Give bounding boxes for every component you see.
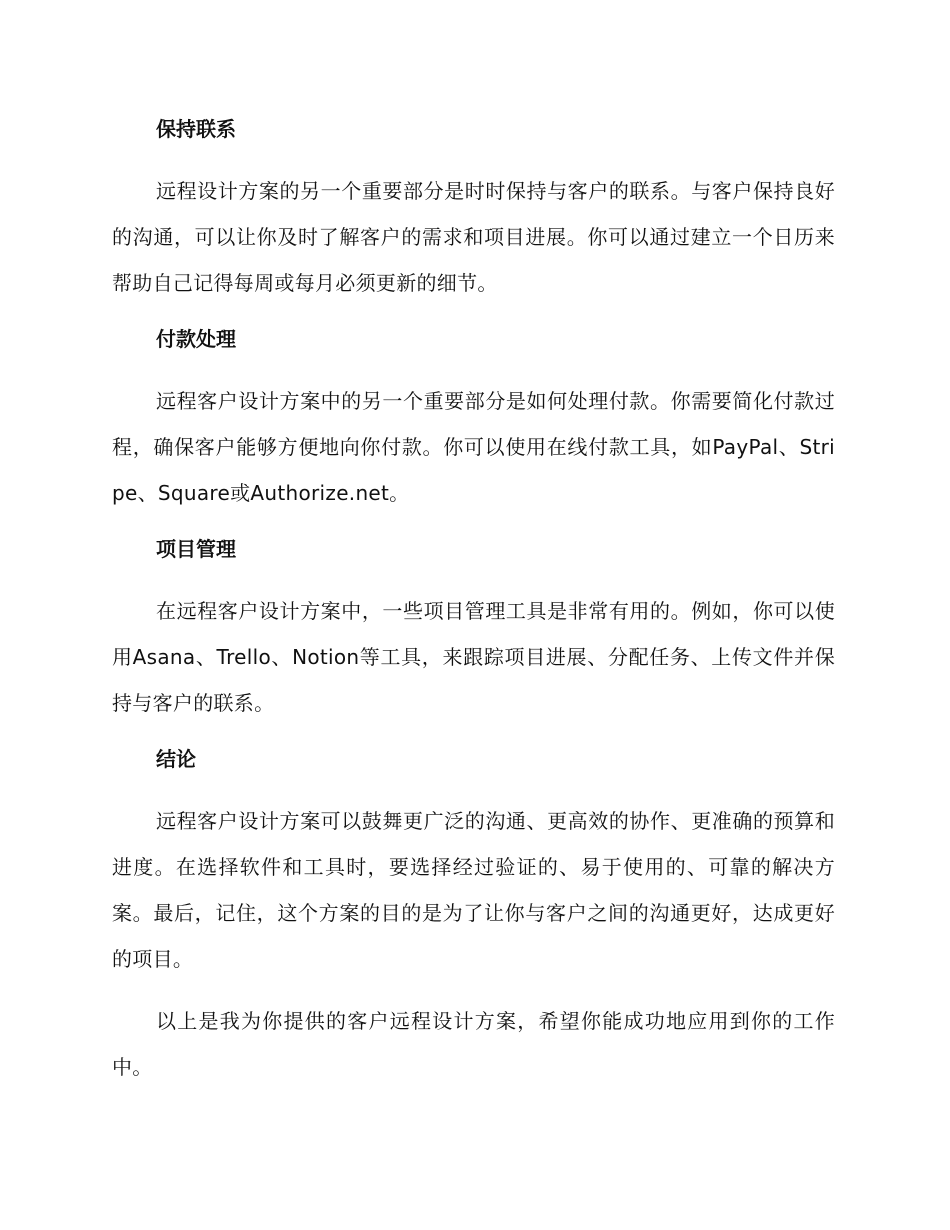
paragraph-closing: 以上是我为你提供的客户远程设计方案，希望你能成功地应用到你的工作中。 xyxy=(112,1009,835,1079)
paragraph-payment: 远程客户设计方案中的另一个重要部分是如何处理付款。你需要简化付款过程，确保客户能够方便地向你付款。你可以使用在线付款工具，如PayPal、Stripe、Square或Authorize.net。 xyxy=(112,389,835,505)
section-heading-keep-in-touch: 保持联系 xyxy=(156,117,236,141)
section-heading-project-management: 项目管理 xyxy=(156,537,236,561)
paragraph-conclusion: 远程客户设计方案可以鼓舞更广泛的沟通、更高效的协作、更准确的预算和进度。在选择软件和工具时，要选择经过验证的、易于使用的、可靠的解决方案。最后，记住，这个方案的目的是为了让你与客户之间的沟通更好，达成更好的项目。 xyxy=(112,809,835,971)
paragraph-keep-in-touch: 远程设计方案的另一个重要部分是时时保持与客户的联系。与客户保持良好的沟通，可以让你及时了解客户的需求和项目进展。你可以通过建立一个日历来帮助自己记得每周或每月必须更新的细节。 xyxy=(112,179,835,295)
section-heading-payment: 付款处理 xyxy=(156,327,236,351)
section-heading-conclusion: 结论 xyxy=(156,747,196,771)
paragraph-project-management: 在远程客户设计方案中，一些项目管理工具是非常有用的。例如，你可以使用Asana、Trello、Notion等工具，来跟踪项目进展、分配任务、上传文件并保持与客户的联系。 xyxy=(112,599,835,715)
